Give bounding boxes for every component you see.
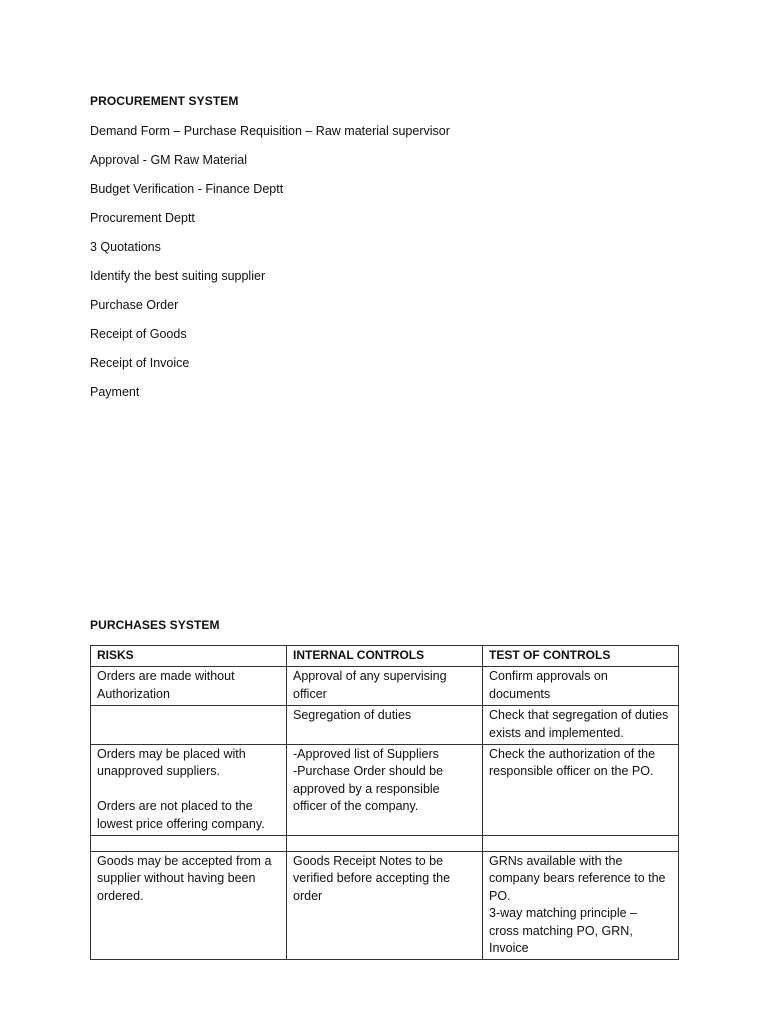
test-of-control-cell [483,667,679,706]
table-row [91,852,679,960]
internal-control-cell [287,836,483,852]
cell-text-line: Check the authorization of the [489,747,656,762]
procurement-step: Identify the best suiting supplier [90,269,266,283]
test-of-control-cell [483,852,679,960]
risk-cell [91,745,287,836]
risk-cell [91,836,287,852]
header-internal-controls: INTERNAL CONTROLS [287,646,483,667]
cell-text-line: Orders may be placed with [97,747,246,762]
cell-text-line: officer [293,686,327,701]
cell-text-line: PO. [489,888,511,903]
cell-text-line: -Purchase Order should be [293,764,444,779]
cell-text-line: Authorization [97,686,170,701]
table-row [91,706,679,745]
procurement-step: Purchase Order [90,298,179,312]
procurement-steps-list [90,123,450,413]
procurement-step: Receipt of Goods [90,327,187,341]
risk-cell [91,852,287,960]
test-of-control-cell [483,836,679,852]
internal-control-cell [287,745,483,836]
risk-cell [91,706,287,745]
cell-text-line: Approval of any supervising [293,669,447,684]
procurement-step: Budget Verification - Finance Deptt [90,182,284,196]
test-of-control-cell [483,745,679,836]
cell-text-line: approved by a responsible [293,781,440,796]
procurement-step: Approval - GM Raw Material [90,153,247,167]
test-of-control-cell [483,706,679,745]
table-row [91,836,679,852]
cell-text-line: -Approved list of Suppliers [293,747,439,762]
cell-text-line: Goods may be accepted from a [97,854,272,869]
cell-text-line: company bears reference to the [489,871,666,886]
table-body [91,667,679,960]
cell-text-line: officer of the company. [293,799,419,814]
cell-text-line: unapproved suppliers. [97,764,220,779]
procurement-step: Receipt of Invoice [90,356,190,370]
cell-text-line: GRNs available with the [489,854,623,869]
cell-text-line: Segregation of duties [293,708,412,723]
cell-text-line: Confirm approvals on [489,669,608,684]
cell-text-line: Orders are made without [97,669,235,684]
procurement-step: Procurement Deptt [90,211,195,225]
cell-text-line: ordered. [97,888,144,903]
procurement-step: Payment [90,385,140,399]
cell-text-line: verified before accepting the [293,871,451,886]
risk-cell [91,667,287,706]
cell-text-line: 3-way matching principle – [489,906,637,921]
procurement-heading: PROCUREMENT SYSTEM [90,94,239,108]
cell-text-line: exists and implemented. [489,725,624,740]
header-risks: RISKS [91,646,287,667]
cell-text-line: Orders are not placed to the [97,799,253,814]
table-header-row [91,646,679,667]
cell-text-line: responsible officer on the PO. [489,764,654,779]
table-row [91,745,679,836]
procurement-step: Demand Form – Purchase Requisition – Raw material supervisor [90,124,450,138]
cell-text-line: cross matching PO, GRN, Invoice [489,923,633,956]
purchases-controls-table [90,645,679,960]
cell-text-line: lowest price offering company. [97,816,265,831]
header-test-of-controls: TEST OF CONTROLS [483,646,679,667]
cell-text-line: order [293,888,323,903]
purchases-heading: PURCHASES SYSTEM [90,618,220,632]
internal-control-cell [287,667,483,706]
cell-text-line: Check that segregation of duties [489,708,669,723]
cell-spacer [97,781,280,798]
internal-control-cell [287,852,483,960]
cell-text-line: supplier without having been [97,871,256,886]
table-row [91,667,679,706]
internal-control-cell [287,706,483,745]
cell-text-line: Goods Receipt Notes to be [293,854,444,869]
cell-text-line: documents [489,686,551,701]
procurement-step: 3 Quotations [90,240,161,254]
